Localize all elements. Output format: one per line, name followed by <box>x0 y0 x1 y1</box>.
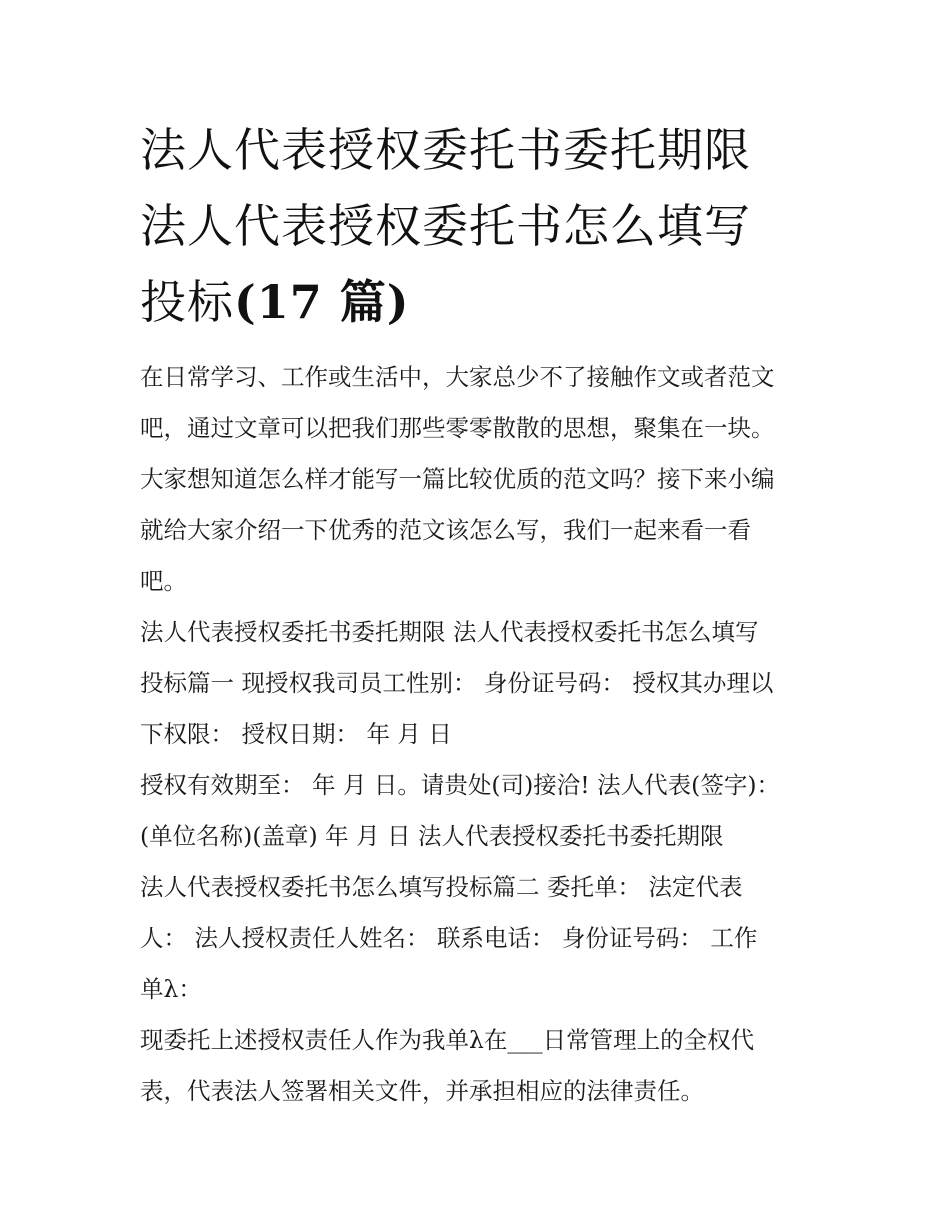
body-line: 单λ： <box>140 975 202 1003</box>
body-line: 投标篇一 现授权我司员工性别： 身份证号码： 授权其办理以 <box>140 669 774 697</box>
body-line: 吧，通过文章可以把我们那些零零散散的思想，聚集在一块。 <box>140 414 775 442</box>
body-line: 法人代表授权委托书怎么填写投标篇二 委托单： 法定代表 <box>140 873 743 901</box>
title-line-2: 法人代表授权委托书怎么填写 <box>140 199 751 253</box>
body-line: (单位名称)(盖章) 年 月 日 法人代表授权委托书委托期限 <box>140 822 724 850</box>
document-title <box>140 112 840 340</box>
body-line: 大家想知道怎么样才能写一篇比较优质的范文吗？接下来小编 <box>140 465 775 493</box>
title-count: (17 篇) <box>234 275 410 329</box>
body-line: 下权限： 授权日期： 年 月 日 <box>140 720 452 748</box>
body-line: 现委托上述授权责任人作为我单λ在___日常管理上的全权代 <box>140 1026 755 1054</box>
title-line-3 <box>140 264 840 340</box>
body-line: 就给大家介绍一下优秀的范文该怎么写，我们一起来看一看 <box>140 516 751 544</box>
document-body <box>140 352 830 1117</box>
body-line: 吧。 <box>140 567 187 595</box>
body-line: 人： 法人授权责任人姓名： 联系电话： 身份证号码： 工作 <box>140 924 758 952</box>
body-line: 在日常学习、工作或生活中，大家总少不了接触作文或者范文 <box>140 363 775 391</box>
title-line-3-prefix: 投标 <box>140 275 234 329</box>
body-line: 法人代表授权委托书委托期限 法人代表授权委托书怎么填写 <box>140 618 759 646</box>
body-line: 授权有效期至： 年 月 日。请贵处(司)接洽! 法人代表(签字)： <box>140 771 780 799</box>
title-line-1: 法人代表授权委托书委托期限 <box>140 123 751 177</box>
body-line: 表，代表法人签署相关文件，并承担相应的法律责任。 <box>140 1077 704 1105</box>
